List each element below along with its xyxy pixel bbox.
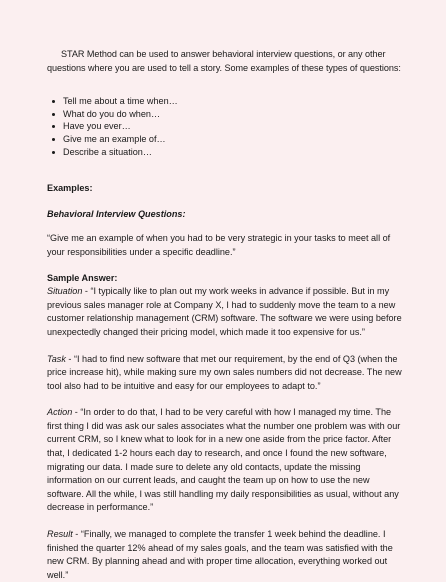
list-item: Tell me about a time when… [47, 95, 406, 108]
situation-paragraph [47, 285, 406, 339]
task-label: Task [47, 353, 66, 364]
action-paragraph [47, 406, 406, 515]
task-paragraph [47, 353, 406, 394]
situation-label: Situation [47, 286, 83, 297]
result-text: - “Finally, we managed to complete the transfer 1 week behind the deadline. I finished the quarter 12% ahead of my sales goals, and the team was satisfied with the new CRM. By planning ahead and with proper time allocation, everything worked out well.” [47, 529, 393, 580]
situation-text: - “I typically like to plan out my work weeks in advance if possible. But in my previous sales manager role at Company X, I had to suddenly move the team to a new customer relationship management (CRM) software. The software we were using before unexpectedly changed their pricing model, which made it too expensive for us.” [47, 286, 402, 337]
list-item: Give me an example of… [47, 133, 406, 146]
action-label: Action [47, 407, 73, 418]
action-text: - “In order to do that, I had to be very careful with how I managed my time. The first thing I did was ask our sales associates what the number one problem was with our current CRM, so I knew what to look for in a new one aside from the price factor. After that, I dedicated 1-2 hours each day to research, and once I found the new software, migrating our data. I made sure to delete any old contacts, update the missing information on our current leads, and caught the team up on how to use the new software. All the while, I was still handling my daily responsibilities as usual, without any decrease in performance.” [47, 407, 401, 513]
list-item: Describe a situation… [47, 146, 406, 159]
task-text: - “I had to find new software that met our requirement, by the end of Q3 (when the price increase hit), while making sure my own sales numbers did not decrease. The new tool also had to be intuitive and easy for our employees to adapt to.” [47, 353, 402, 391]
question-examples-list [47, 95, 406, 158]
example-question: “Give me an example of when you had to be very strategic in your tasks to meet all of your responsibilities under a specific deadline.” [47, 233, 391, 257]
result-label: Result [47, 529, 73, 540]
list-item: What do you do when… [47, 108, 406, 121]
behavioral-questions-heading: Behavioral Interview Questions: [47, 208, 186, 219]
intro-paragraph: STAR Method can be used to answer behavioral interview questions, or any other questions where you are used to tell a story. Some examples of these types of questions: [47, 49, 401, 73]
result-paragraph [47, 528, 406, 582]
examples-heading: Examples: [47, 183, 93, 194]
list-item: Have you ever… [47, 120, 406, 133]
sample-answer-heading: Sample Answer: [47, 272, 118, 283]
